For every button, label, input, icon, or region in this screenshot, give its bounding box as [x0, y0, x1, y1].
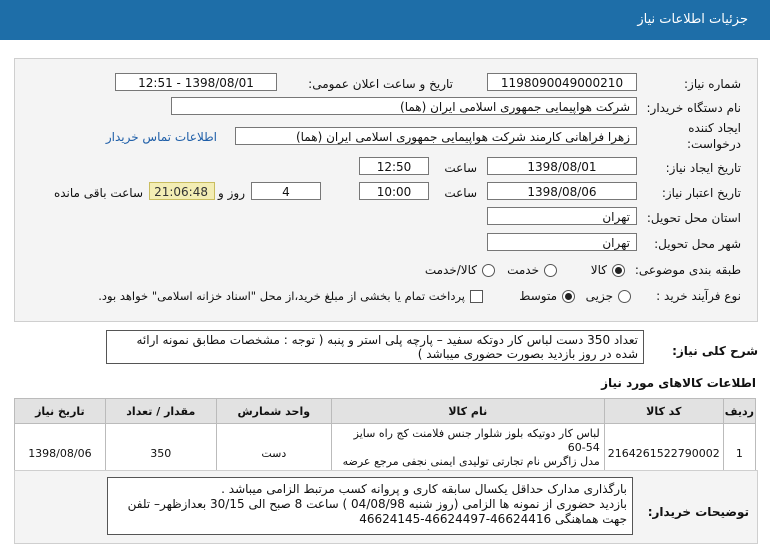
buyer-notes-field[interactable] [107, 477, 633, 535]
description-field[interactable] [106, 330, 644, 364]
buyer-notes-line2: بازدید حضوری از نمونه ها الزامی (روز شنبه 04/08/98 ) ساعت 8 صبح الی 30/15 بعدازظهر– تلفن [127, 497, 627, 511]
created-time-label: ساعت [444, 161, 477, 175]
need-number-label: شماره نیاز: [684, 77, 741, 91]
remaining-label: ساعت باقی مانده [53, 186, 143, 200]
goods-section-title: اطلاعات کالاهای مورد نیاز [601, 376, 756, 390]
created-date-label: تاریخ ایجاد نیاز: [665, 161, 741, 175]
column-unit: واحد شمارش [216, 399, 331, 424]
column-quantity: مقدار / تعداد [105, 399, 216, 424]
announce-label: تاریخ و ساعت اعلان عمومی: [308, 77, 453, 91]
buyer-notes-panel [14, 470, 758, 544]
process-option-minor: جزیی [585, 289, 613, 303]
process-label: نوع فرآیند خرید : [656, 289, 741, 303]
treasury-payment-checkbox[interactable] [470, 290, 483, 303]
category-option-goods-service: کالا/خدمت [424, 263, 477, 277]
treasury-payment-note: پرداخت تمام یا بخشی از مبلغ خرید،از محل "اسناد خزانه اسلامی" خواهد بود. [98, 289, 465, 303]
validity-date-field[interactable]: 1398/08/06 [487, 182, 637, 200]
cell-row-number: 1 [723, 424, 755, 484]
description-line1: تعداد 350 دست لباس کار دوتکه سفید – پارچه پلی استر و پنبه ( توجه : مشخصات مطابق نمونه ارائه [136, 333, 638, 347]
need-number-field[interactable]: 1198090049000210 [487, 73, 637, 91]
column-item-code: کد کالا [604, 399, 723, 424]
validity-time-label: ساعت [444, 186, 477, 200]
goods-table-header [15, 399, 756, 424]
remaining-time-field: 21:06:48 [149, 182, 215, 200]
category-radio-goods[interactable] [612, 264, 625, 277]
validity-date-label: تاریخ اعتبار نیاز: [661, 186, 741, 200]
created-time-field[interactable]: 12:50 [359, 157, 429, 175]
description-label: شرح کلی نیاز: [672, 344, 758, 358]
page-header [0, 0, 770, 40]
city-label: شهر محل تحویل: [654, 237, 741, 251]
creator-field[interactable]: زهرا فراهانی کارمند شرکت هواپیمایی جمهوری اسلامی ایران (هما) [235, 127, 637, 145]
category-label: طبقه بندی موضوعی: [634, 263, 741, 277]
days-suffix: روز و [218, 186, 245, 200]
item-name-line2: مدل زاگرس نام تجارتی تولیدی ایمنی نجفی مرجع عرضه [342, 455, 600, 468]
column-row-number: ردیف [723, 399, 755, 424]
announce-field[interactable]: 1398/08/01 - 12:51 [115, 73, 277, 91]
process-radio-medium[interactable] [562, 290, 575, 303]
created-date-field[interactable]: 1398/08/01 [487, 157, 637, 175]
buyer-contact-link[interactable]: اطلاعات تماس خریدار [105, 130, 217, 144]
page-title: جزئیات اطلاعات نیاز [637, 12, 748, 27]
days-field[interactable]: 4 [251, 182, 321, 200]
buyer-notes-line3: جهت هماهنگی 46624416-46624497-46624145 [359, 512, 627, 526]
cell-need-date: 1398/08/06 [15, 424, 106, 484]
category-option-goods: کالا [590, 263, 607, 277]
cell-item-code: 2164261522790002 [604, 424, 723, 484]
province-field[interactable]: تهران [487, 207, 637, 225]
need-details-panel [14, 58, 758, 322]
province-label: استان محل تحویل: [646, 211, 741, 225]
column-item-name: نام کالا [331, 399, 604, 424]
category-radio-goods-service[interactable] [482, 264, 495, 277]
category-radio-service[interactable] [544, 264, 557, 277]
validity-time-field[interactable]: 10:00 [359, 182, 429, 200]
item-name-line1: لباس کار دوتیکه بلوز شلوار جنس فلامنت کج راه سایز 54-60 [353, 427, 600, 454]
description-line2: شده در روز بازدید بصورت حضوری میباشد ) [417, 347, 638, 361]
buyer-field[interactable]: شرکت هواپیمایی جمهوری اسلامی ایران (هما) [171, 97, 637, 115]
city-field[interactable]: تهران [487, 233, 637, 251]
category-option-service: خدمت [507, 263, 539, 277]
buyer-notes-line1: بارگذاری مدارک حداقل یکسال سابقه کاری و پروانه کسب مرتبط الزامی میباشد . [221, 482, 627, 496]
buyer-notes-label: توضیحات خریدار: [647, 505, 749, 519]
cell-quantity: 350 [105, 424, 216, 484]
creator-label-line1: ایجاد کننده [688, 121, 741, 135]
process-option-medium: متوسط [519, 289, 557, 303]
creator-label-line2: درخواست: [687, 137, 741, 151]
column-need-date: تاریخ نیاز [15, 399, 106, 424]
buyer-label: نام دستگاه خریدار: [646, 101, 741, 115]
cell-unit: دست [216, 424, 331, 484]
process-radio-minor[interactable] [618, 290, 631, 303]
